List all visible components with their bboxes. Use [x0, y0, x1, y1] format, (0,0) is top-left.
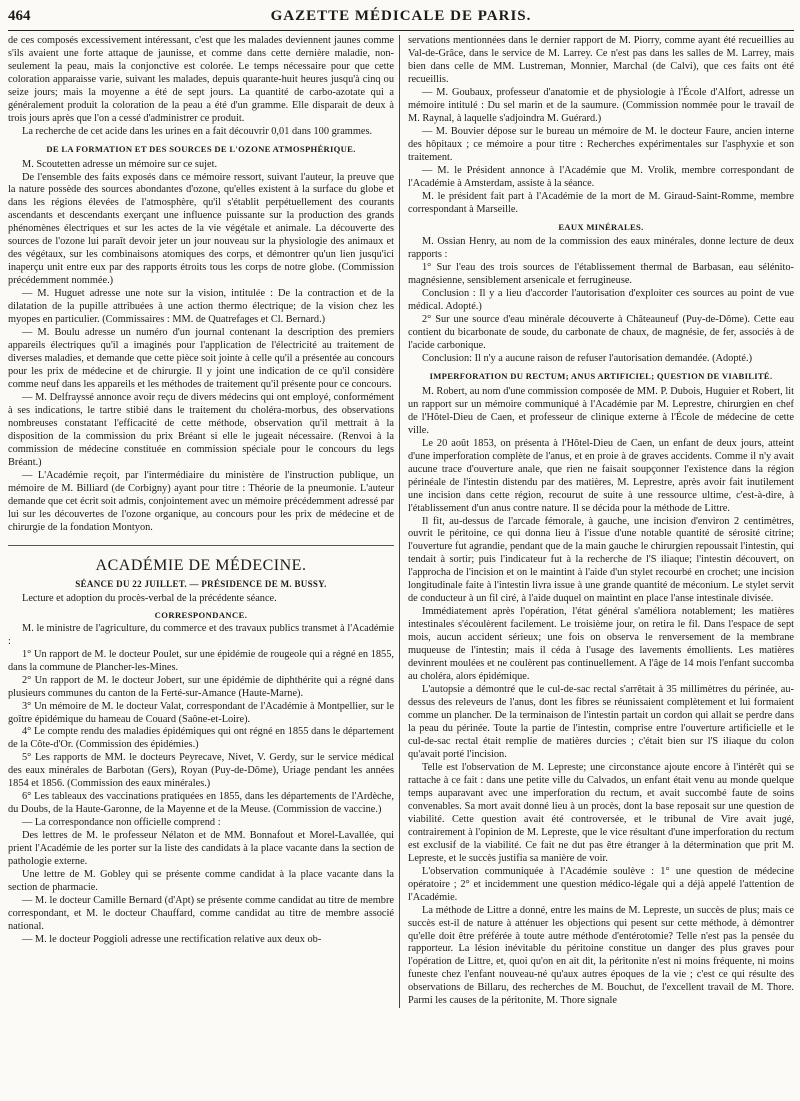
page-number: 464: [8, 8, 31, 24]
paragraph: — M. le docteur Camille Bernard (d'Apt) se présente comme candidat au titre de membre correspondant, et M. le docteur Chauffard, comme candidat au titre de membre associé national.: [8, 895, 394, 933]
paragraph: Telle est l'observation de M. Lepreste; une circonstance ajoute encore à l'intérêt qui se rattache à ce fait : dans une petite ville du Calvados, un enfant était venu au monde quelque temps auparavant avec une imperforation du rectum, et avait succombé faute de soins convenables. Sa mort avait donné lieu à un procès, dont la base reposait sur une question de viabilité. Cette question avait été controversée, et le tribunal de Vire avait jugé, contrairement à l'opinion de M. Lepreste, que le vice résultant d'une imperforation du rectum est exclusif de la viabilité. Ce fait ne dut pas être étranger à la détermination que prit M. Lepreste, et le succès justifia sa manière de voir.: [408, 761, 794, 864]
paragraph: Immédiatement après l'opération, l'état général s'améliora notablement; les matières intestinales s'écoulèrent facilement. Le troisième jour, on retira le fil. Dans l'espace de sept mois, aucun accident sérieux; une fois on observa le renversement de la membrane muqueuse de l'intestin; mais il céda à l'usage des lavements émollients. Les matières devinrent moulées et ne coulèrent pas continuellement. A l'âge de 14 mois l'enfant succomba au choléra, alors épidémique.: [408, 606, 794, 683]
page-header: [8, 0, 794, 31]
journal-title: GAZETTE MÉDICALE DE PARIS.: [270, 8, 532, 24]
section-heading-eaux: EAUX MINÉRALES.: [558, 221, 644, 232]
list-item: 2° Sur une source d'eau minérale découverte à Châteauneuf (Puy-de-Dôme). Cette eau contient du bicarbonate de soude, du carbonate de chaux, de magnésie, de fer, associés à de l'acide carbonique.: [408, 314, 794, 352]
paragraph: M. Ossian Henry, au nom de la commission des eaux minérales, donne lecture de deux rapports :: [408, 236, 794, 261]
paragraph: Conclusion: Il n'y a aucune raison de refuser l'autorisation demandée. (Adopté.): [422, 353, 753, 365]
section-heading-rectum: IMPERFORATION DU RECTUM; ANUS ARTIFICIEL; QUESTION DE VIABILITÉ.: [429, 371, 773, 382]
correspondence-heading: CORRESPONDANCE.: [154, 609, 248, 620]
paragraph: De l'ensemble des faits exposés dans ce mémoire ressort, suivant l'auteur, la preuve que la nature possède des sources abondantes d'ozone, qu'elles existent à la surface du globe et dans les régions élevées de l'atmosphère, qu'il s'établit perpétuellement des courants ascendants et descendants exerçant une influence puissante sur la production des grands phénomènes électriques et sur les actes de la vie végétale et animale. La découverte des sources de l'ozone lui paraît devoir jeter un jour nouveau sur la physiologie des animaux et des végétaux, sur les combinaisons atomiques des corps, et démontrer qu'un lien jusqu'ici inaperçu unit entre eux par des rapports étroits tous les corps de notre globe. (Commission précédemment nommée.): [8, 171, 394, 287]
section-heading-ozone: DE LA FORMATION ET DES SOURCES DE L'OZONE ATMOSPHÉRIQUE.: [46, 143, 356, 154]
list-item: 3° Un mémoire de M. le docteur Valat, correspondant de l'Académie à Montpellier, sur le goître épidémique du hameau de Couard (Saône-et-Loire).: [8, 700, 394, 725]
paragraph: M. Scoutetten adresse un mémoire sur ce sujet.: [22, 158, 218, 170]
paragraph: L'autopsie a démontré que le cul-de-sac rectal s'arrêtait à 35 millimètres du périnée, au-dessus des releveurs de l'anus, dont les fibres se réunissaient complètement et lui formaient comme un plancher. De la terminaison de l'intestin partait un cordon qui allait se perdre dans la peau du périnée. Toute la partie de l'intestin, comprise entre l'ouverture artificielle et le cul-de-sac rectal était remplie de matières durcies ; c'était bien sur l'S iliaque du colon qu'avait porté l'incision.: [408, 684, 794, 760]
paragraph: Conclusion : Il y a lieu d'accorder l'autorisation d'exploiter ces sources au point de vue médical. Adopté.): [408, 288, 794, 313]
paragraph: M. Robert, au nom d'une commission composée de MM. P. Dubois, Huguier et Robert, lit un rapport sur un mémoire communiqué à l'Académie par M. Leprestre, chirurgien en chef de l'Hôtel-Dieu de Caen, et professeur de clinique externe à l'École de médecine de cette ville.: [408, 385, 794, 436]
session-heading: SÉANCE DU 22 JUILLET. — PRÉSIDENCE DE M. BUSSY.: [75, 578, 327, 589]
paragraph: — M. Goubaux, professeur d'anatomie et de physiologie à l'École d'Alfort, adresse un mémoire intitulé : Du sel marin et de la saumure. (Commission nommée pour le travail de M. Raynal, à laquelle s'adjoindra M. Guérard.): [408, 86, 794, 124]
paragraph: La recherche de cet acide dans les urines en a fait découvrir 0,01 dans 100 grammes.: [22, 125, 373, 137]
list-item: 1° Un rapport de M. le docteur Poulet, sur une épidémie de rougeole qui a régné en 1855, dans la commune de Plancher-les-Mines.: [8, 648, 394, 673]
paragraph: — M. Delfrayssé annonce avoir reçu de divers médecins qui ont employé, conformément à ses indications, le tartre stibié dans le traitement du choléra-morbus, des observations nombreuses constatant l'efficacité de cette méthode, observation qu'il mettrait à la disposition de la commission du prix Bréant si elle le jugeait nécessaire. (Renvoi à la commission de médecine constituée en commission spéciale pour le concours du legs Bréant.): [8, 391, 394, 468]
academy-section-title: ACADÉMIE DE MÉDECINE.: [8, 545, 394, 576]
paragraph: M. le ministre de l'agriculture, du commerce et des travaux publics transmet à l'Académie :: [8, 622, 394, 647]
list-item: 6° Les tableaux des vaccinations pratiquées en 1855, dans les départements de l'Ardèche, du Doubs, de la Haute-Garonne, de la Mayenne et de la Meuse. (Commission de vaccine.): [8, 791, 394, 816]
list-item: 4° Le compte rendu des maladies épidémiques qui ont régné en 1855 dans le département de la Côte-d'Or. (Commission des épidémies.): [8, 726, 394, 751]
paragraph: M. le président fait part à l'Académie de la mort de M. Giraud-Saint-Romme, membre correspondant à Marseille.: [408, 190, 794, 215]
right-column: [401, 35, 794, 1008]
list-item: 1° Sur l'eau des trois sources de l'établissement thermal de Barbasan, eau sélénito-magnésienne, sensiblement arsenicale et ferrugineuse.: [408, 262, 794, 287]
paragraph: — L'Académie reçoit, par l'intermédiaire du ministère de l'instruction publique, un mémoire de M. Billiard (de Corbigny) ayant pour titre : Théorie de la pneumonie. L'auteur demande que cet écrit soit admis, conjointement avec un mémoire précédemment adressé par lui sur les découvertes de l'ozone organique, au concours pour les prix de médecine et de chirurgie de la fondation Montyon.: [8, 469, 394, 533]
paragraph: Il fit, au-dessus de l'arcade fémorale, à gauche, une incision d'environ 2 centimètres, ouvrit le péritoine, ce qui donna lieu à l'issue d'une notable quantité de sérosité citrine; l'ouverture fut agrandie, pendant que de la main gauche le chirurgien repoussait l'intestin, qui tendait à sortir; puis l'indicateur fut à la recherche de l'S iliaque; l'intestin découvert, on l'approcha de l'incision et on le maintint à l'aide d'un stylet recourbé en crochet; une incision longitudinale faite à l'intestin livra issue à une grande quantité de méconium. Le stylet servit de conducteur à un fil ciré, à l'aide duquel on maintint en place l'anse intestinale divisée.: [408, 515, 794, 605]
paragraph: servations mentionnées dans le dernier rapport de M. Piorry, comme ayant été recueillies au Val-de-Grâce, dans le service de M. Larrey. Ce n'est pas dans les salles de M. Larrey, mais bien dans celle de MM. Lustreman, Monnier, Marchal (de Calvi), que ces faits ont été recueillis.: [408, 35, 794, 85]
paragraph: Des lettres de M. le professeur Nélaton et de MM. Bonnafout et Morel-Lavallée, qui prient l'Académie de les porter sur la liste des candidats à la place vacante dans la section de pathologie externe.: [8, 830, 394, 868]
paragraph: Le 20 août 1853, on présenta à l'Hôtel-Dieu de Caen, un enfant de deux jours, atteint d'une imperforation complète de l'anus, et en proie à de graves accidents. Comme il n'y avait aucune trace d'ouverture anale, que rien ne faisait soupçonner l'existence dans la région périnéale de l'intestin distendu par des matières, M. Leprestre, après avoir fait inutilement une incision dans cette région, recourut de suite à une ressource ultime, c'est-à-dire, à l'établissement d'un anus contre nature. Il se décida pour la méthode de Littre.: [408, 437, 794, 514]
paragraph: Lecture et adoption du procès-verbal de la précédente séance.: [22, 592, 277, 604]
paragraph: de ces composés excessivement intéressant, c'est que les malades deviennent jaunes comme s'ils avaient une forte attaque de jaunisse, et comme dans cette dernière maladie, non-seulement la peau, mais la conjonctive est colorée. Le temps nécessaire pour que cette coloration apparaisse varie, suivant les malades, depuis quarante-huit heures jusqu'à cinq ou seize jours; mais la moyenne a été de sept jours. La quantité de carbo-azotate qui a généralement produit la coloration de la peau a été d'un gramme. Elle disparait de deux à trois jours après que l'on a cessé d'administrer ce produit.: [8, 35, 394, 124]
list-item: 5° Les rapports de MM. le docteurs Peyrecave, Nivet, V. Gerdy, sur le service médical des eaux minérales de Barbotan (Gers), Royan (Puy-de-Dôme), Uriage pendant les années 1854 et 1856. (Commission des eaux minérales.): [8, 752, 394, 790]
paragraph: L'observation communiquée à l'Académie soulève : 1° une question de médecine opératoire ; 2° et incidemment une question médico-légale qui a déjà appelé l'attention de l'Académie.: [408, 865, 794, 903]
paragraph: La méthode de Littre a donné, entre les mains de M. Lepreste, un succès de plus; mais ce succès est-il de nature à atténuer les objections qui pesent sur cette méthode, à démontrer qu'elle doit être préférée à toute autre méthode d'entérotomie? Telle n'est pas la pensée du rapporteur. La lésion inévitable du péritoine constitue un danger des plus graves pour l'opération de Littre, et, quoi qu'on en ait dit, la péritonite n'est ni moins fréquente, ni moins funeste chez l'enfant nouveau-né qu'aux autres époques de la vie ; c'est ce qui résulte des observations de Billaru, des recherches de M. Bouchut, de l'excellent travail de M. Thore. Parmi les causes de la péritonite, M. Thore signale: [408, 904, 794, 1007]
text-columns: [8, 35, 794, 1008]
paragraph: — M. Boulu adresse un numéro d'un journal contenant la description des premiers appareils électriques qu'il a imaginés pour l'application de l'électricité au traitement de diverses maladies, et demande que cette pièce soit jointe à celle qu'il a présentée au concours pour les prix de médecine et de chirurgie. Il y joint une indication de ce qu'il considère comme neuf dans les appareils et les méthodes de traitement qu'il présente pour ce concours.: [8, 327, 394, 390]
paragraph: — M. le docteur Poggioli adresse une rectification relative aux deux ob-: [22, 933, 322, 945]
paragraph: Une lettre de M. Gobley qui se présente comme candidat à la place vacante dans la section de pharmacie.: [8, 869, 394, 894]
column-divider: [399, 35, 400, 1008]
left-column: [8, 35, 401, 1008]
paragraph: — M. Bouvier dépose sur le bureau un mémoire de M. le docteur Faure, ancien interne des hôpitaux ; ce mémoire a pour titre : Recherches expérimentales sur l'asphyxie et son traitement.: [408, 125, 794, 163]
paragraph: — M. Huguet adresse une note sur la vision, intitulée : De la contraction et de la dilatation de la pupille attribuées à une action thermo électrique; de la vision chez les myopes en particulier. (Commissaires : MM. de Quatrefages et Cl. Bernard.): [8, 288, 394, 326]
paragraph: — M. le Président annonce à l'Académie que M. Vrolik, membre correspondant de l'Académie à Amsterdam, assiste à la séance.: [408, 164, 794, 189]
paragraph: — La correspondance non officielle comprend :: [22, 817, 221, 829]
list-item: 2° Un rapport de M. le docteur Jobert, sur une épidémie de diphthérite qui a régné dans plusieurs communes du canton de la Ferté-sur-Amance (Haute-Marne).: [8, 674, 394, 699]
